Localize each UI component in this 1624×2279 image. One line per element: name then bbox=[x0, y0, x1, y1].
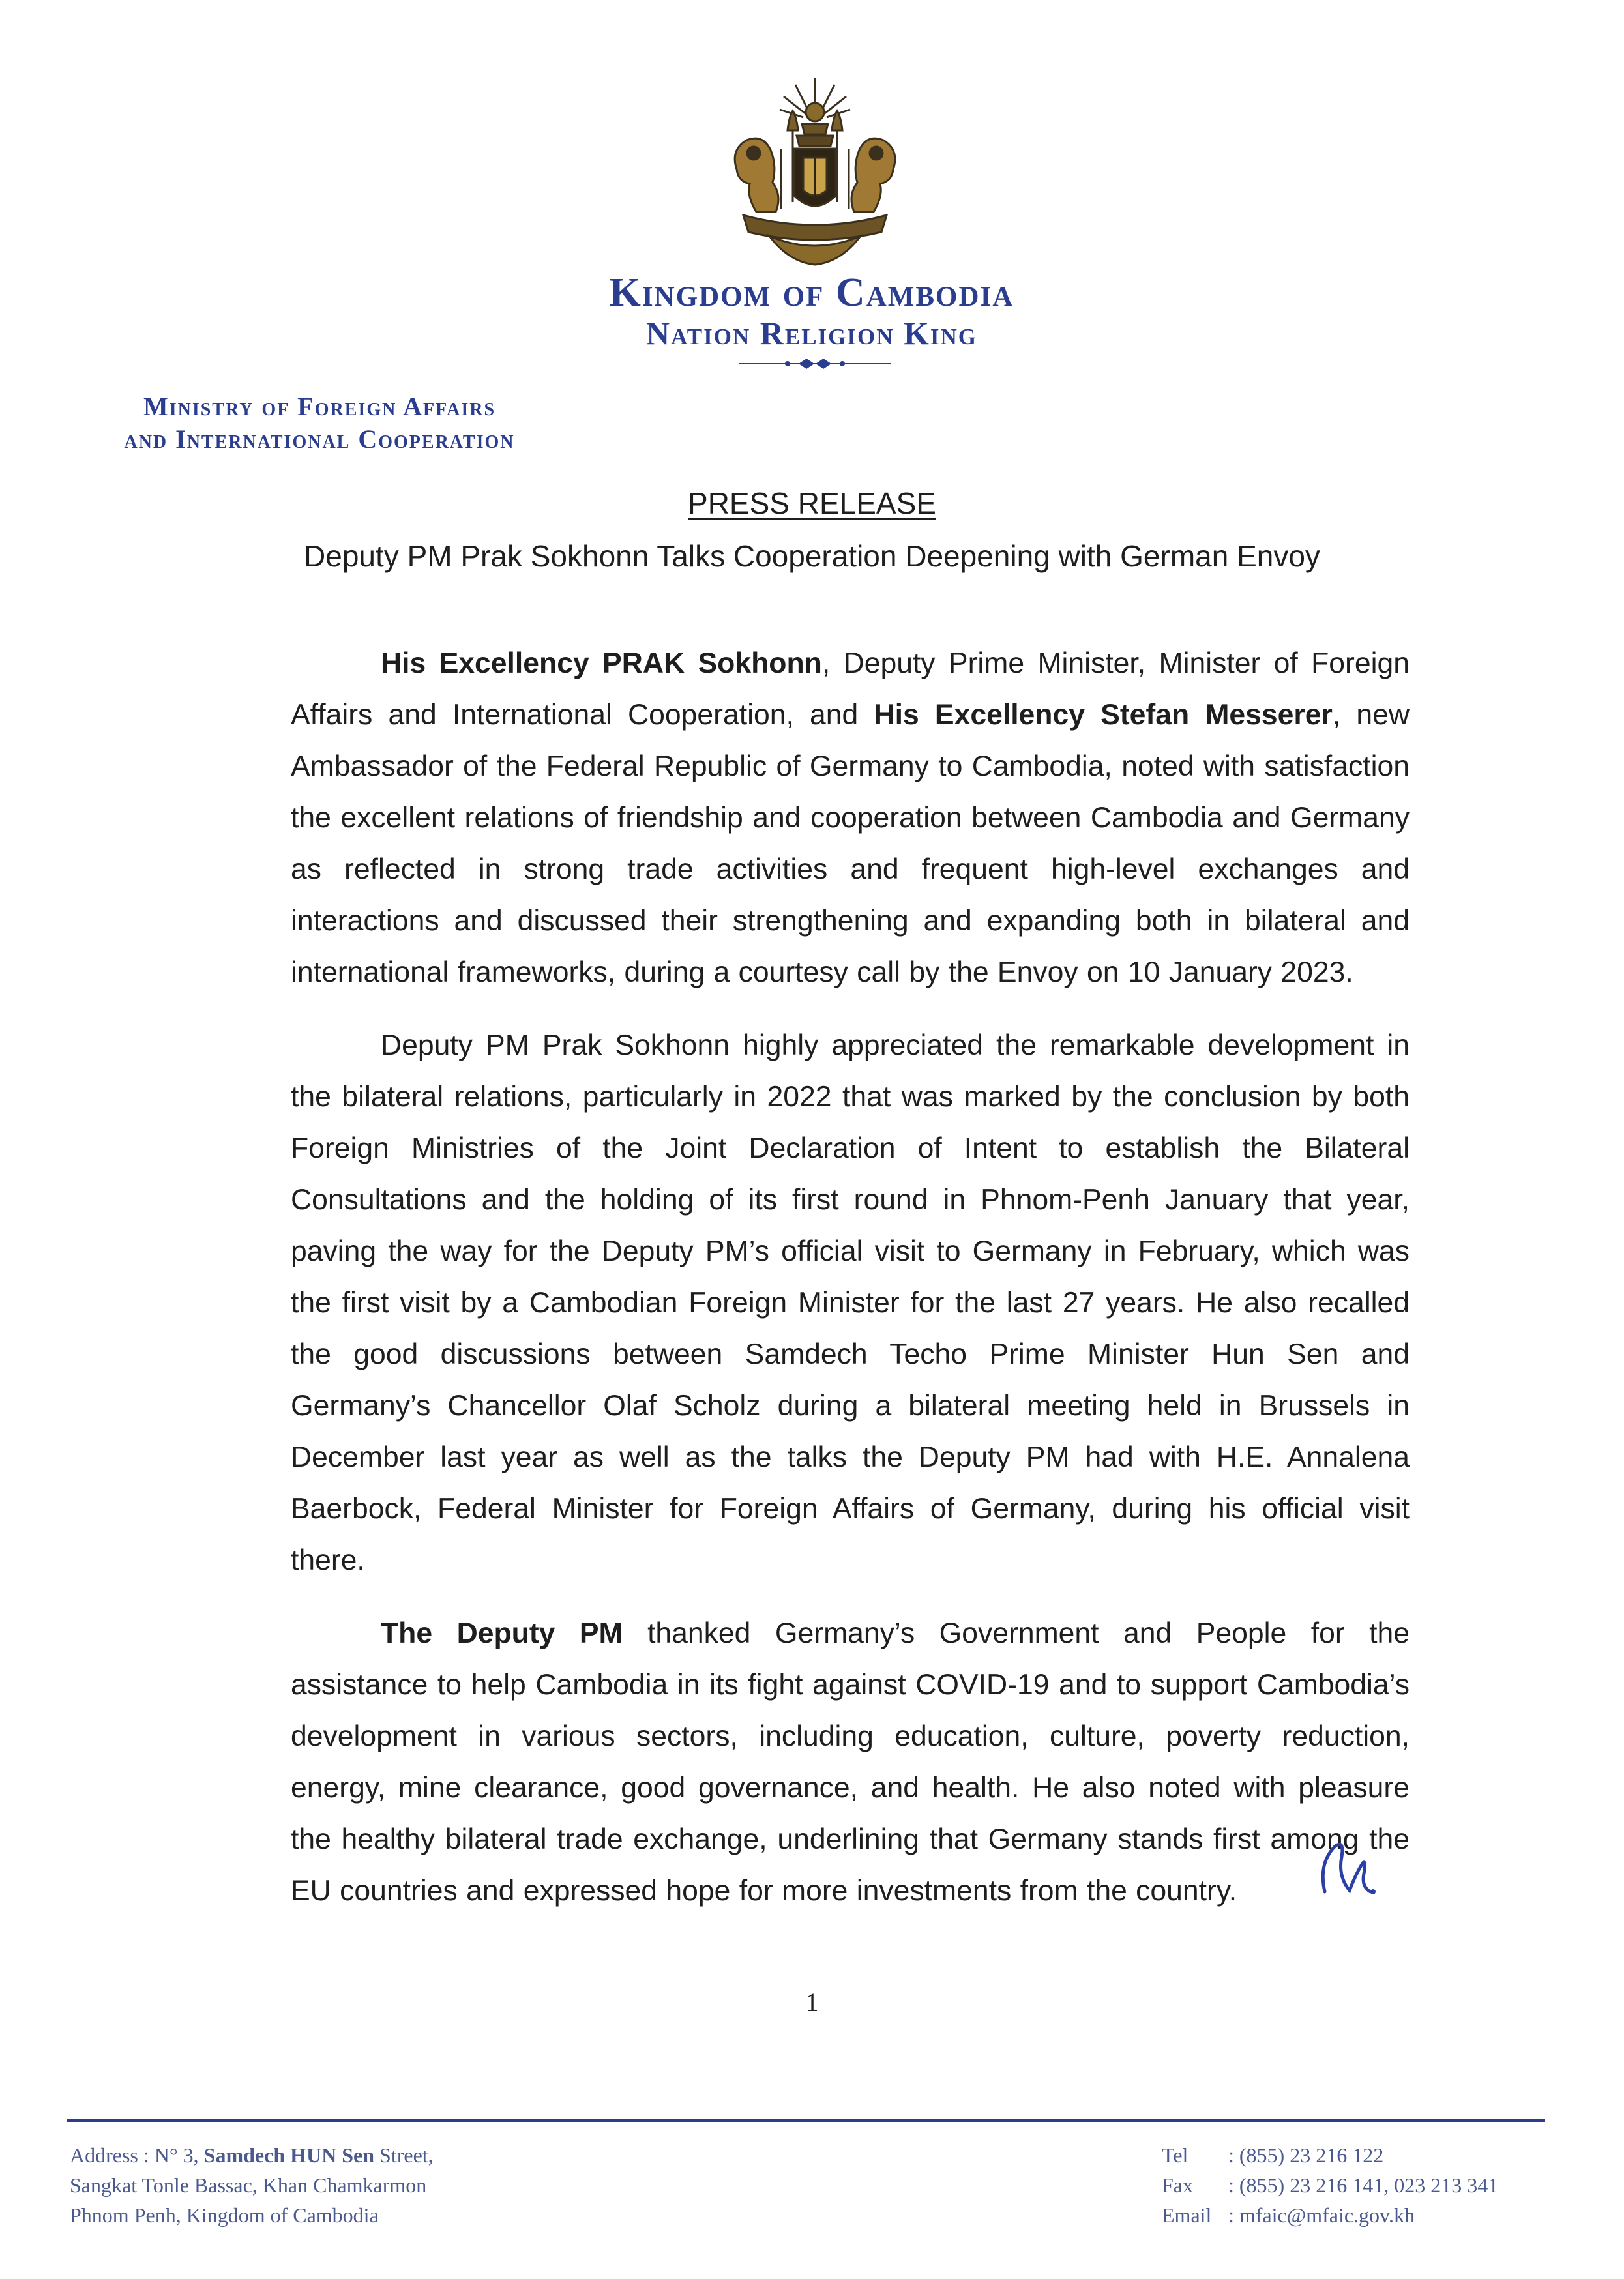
national-motto: Nation Religion King bbox=[645, 315, 978, 351]
paragraph-3-bold: The Deputy PM bbox=[381, 1617, 623, 1649]
royal-emblem-icon bbox=[711, 72, 919, 274]
press-release-body bbox=[291, 638, 1410, 1938]
fax-row bbox=[1162, 2170, 1498, 2200]
tel-row bbox=[1162, 2140, 1498, 2170]
paragraph-1 bbox=[291, 638, 1410, 998]
paragraph-1-bold-b: His Excellency Stefan Messerer bbox=[874, 699, 1333, 731]
address-street-name: Samdech HUN Sen bbox=[203, 2143, 375, 2167]
tel-value: : (855) 23 216 122 bbox=[1228, 2143, 1384, 2167]
paragraph-1-bold-a: His Excellency PRAK Sokhonn bbox=[381, 647, 822, 679]
fax-value: : (855) 23 216 141, 023 213 341 bbox=[1228, 2173, 1499, 2197]
page-number: 1 bbox=[805, 1988, 819, 2017]
address-line-3: Phnom Penh, Kingdom of Cambodia bbox=[70, 2203, 379, 2227]
footer-address bbox=[70, 2140, 434, 2230]
address-prefix: Address : N° 3, bbox=[70, 2143, 204, 2167]
paragraph-3 bbox=[291, 1608, 1410, 1917]
ministry-name-line1: Ministry of Foreign Affairs bbox=[143, 392, 496, 421]
email-label: Email bbox=[1162, 2203, 1212, 2227]
press-release-title: PRESS RELEASE bbox=[688, 486, 936, 520]
email-value[interactable]: : mfaic@mfaic.gov.kh bbox=[1228, 2203, 1415, 2227]
paragraph-1-text-a: , Deputy Prime Minister, Minister of Foreign Affairs and International Cooperation, and bbox=[291, 647, 1410, 731]
paragraph-1-text-b: , new Ambassador of the Federal Republic of Germany to Cambodia, noted with satisfaction the excellent relations of friendship and cooperation between Cambodia and Germany as reflected in strong trade activities and frequent high-level exchanges and interactions and discussed their strengthening and expanding both in bilateral and international frameworks, during a courtesy call by the Envoy on 10 January 2023. bbox=[291, 699, 1410, 988]
paragraph-2: Deputy PM Prak Sokhonn highly appreciated the remarkable development in the bilateral relations, particularly in 2022 that was marked by the conclusion by both Foreign Ministries of the Joint Declaration of Intent to establish the Bilateral Consultations and the holding of its first round in Phnom-Penh January that year, paving the way for the Deputy PM’s official visit to Germany in February, which was the first visit by a Cambodian Foreign Minister for the last 27 years. He also recalled the good discussions between Samdech Techo Prime Minister Hun Sen and Germany’s Chancellor Olaf Scholz during a bilateral meeting held in Brussels in December last year as well as the talks the Deputy PM had with H.E. Annalena Baerbock, Federal Minister for Foreign Affairs of Germany, during his official visit there. bbox=[291, 1029, 1410, 1576]
address-line-2: Sangkat Tonle Bassac, Khan Chamkarmon bbox=[70, 2173, 427, 2197]
fax-label: Fax bbox=[1162, 2173, 1193, 2197]
email-row bbox=[1162, 2200, 1498, 2230]
address-suffix: Street, bbox=[374, 2143, 434, 2167]
tel-label: Tel bbox=[1162, 2143, 1188, 2167]
footer-contacts bbox=[1162, 2140, 1498, 2230]
press-release-headline: Deputy PM Prak Sokhonn Talks Cooperation Deepening with German Envoy bbox=[304, 539, 1320, 573]
ministry-name-line2: and International Cooperation bbox=[124, 424, 515, 454]
paragraph-3-text: thanked Germany’s Government and People for the assistance to help Cambodia in its fight against COVID-19 and to support Cambodia’s development in various sectors, including education, culture, poverty reduction, energy, mine clearance, good governance, and health. He also noted with pleasure the healthy bilateral trade exchange, underlining that Germany stands first among the EU countries and expressed hope for more investments from the country. bbox=[291, 1617, 1410, 1907]
country-title: Kingdom of Cambodia bbox=[609, 271, 1014, 315]
divider-ornament-icon bbox=[737, 355, 893, 372]
footer-divider bbox=[67, 2119, 1545, 2122]
initial-signature-icon bbox=[1316, 1837, 1376, 1902]
address-line-1 bbox=[70, 2140, 434, 2170]
